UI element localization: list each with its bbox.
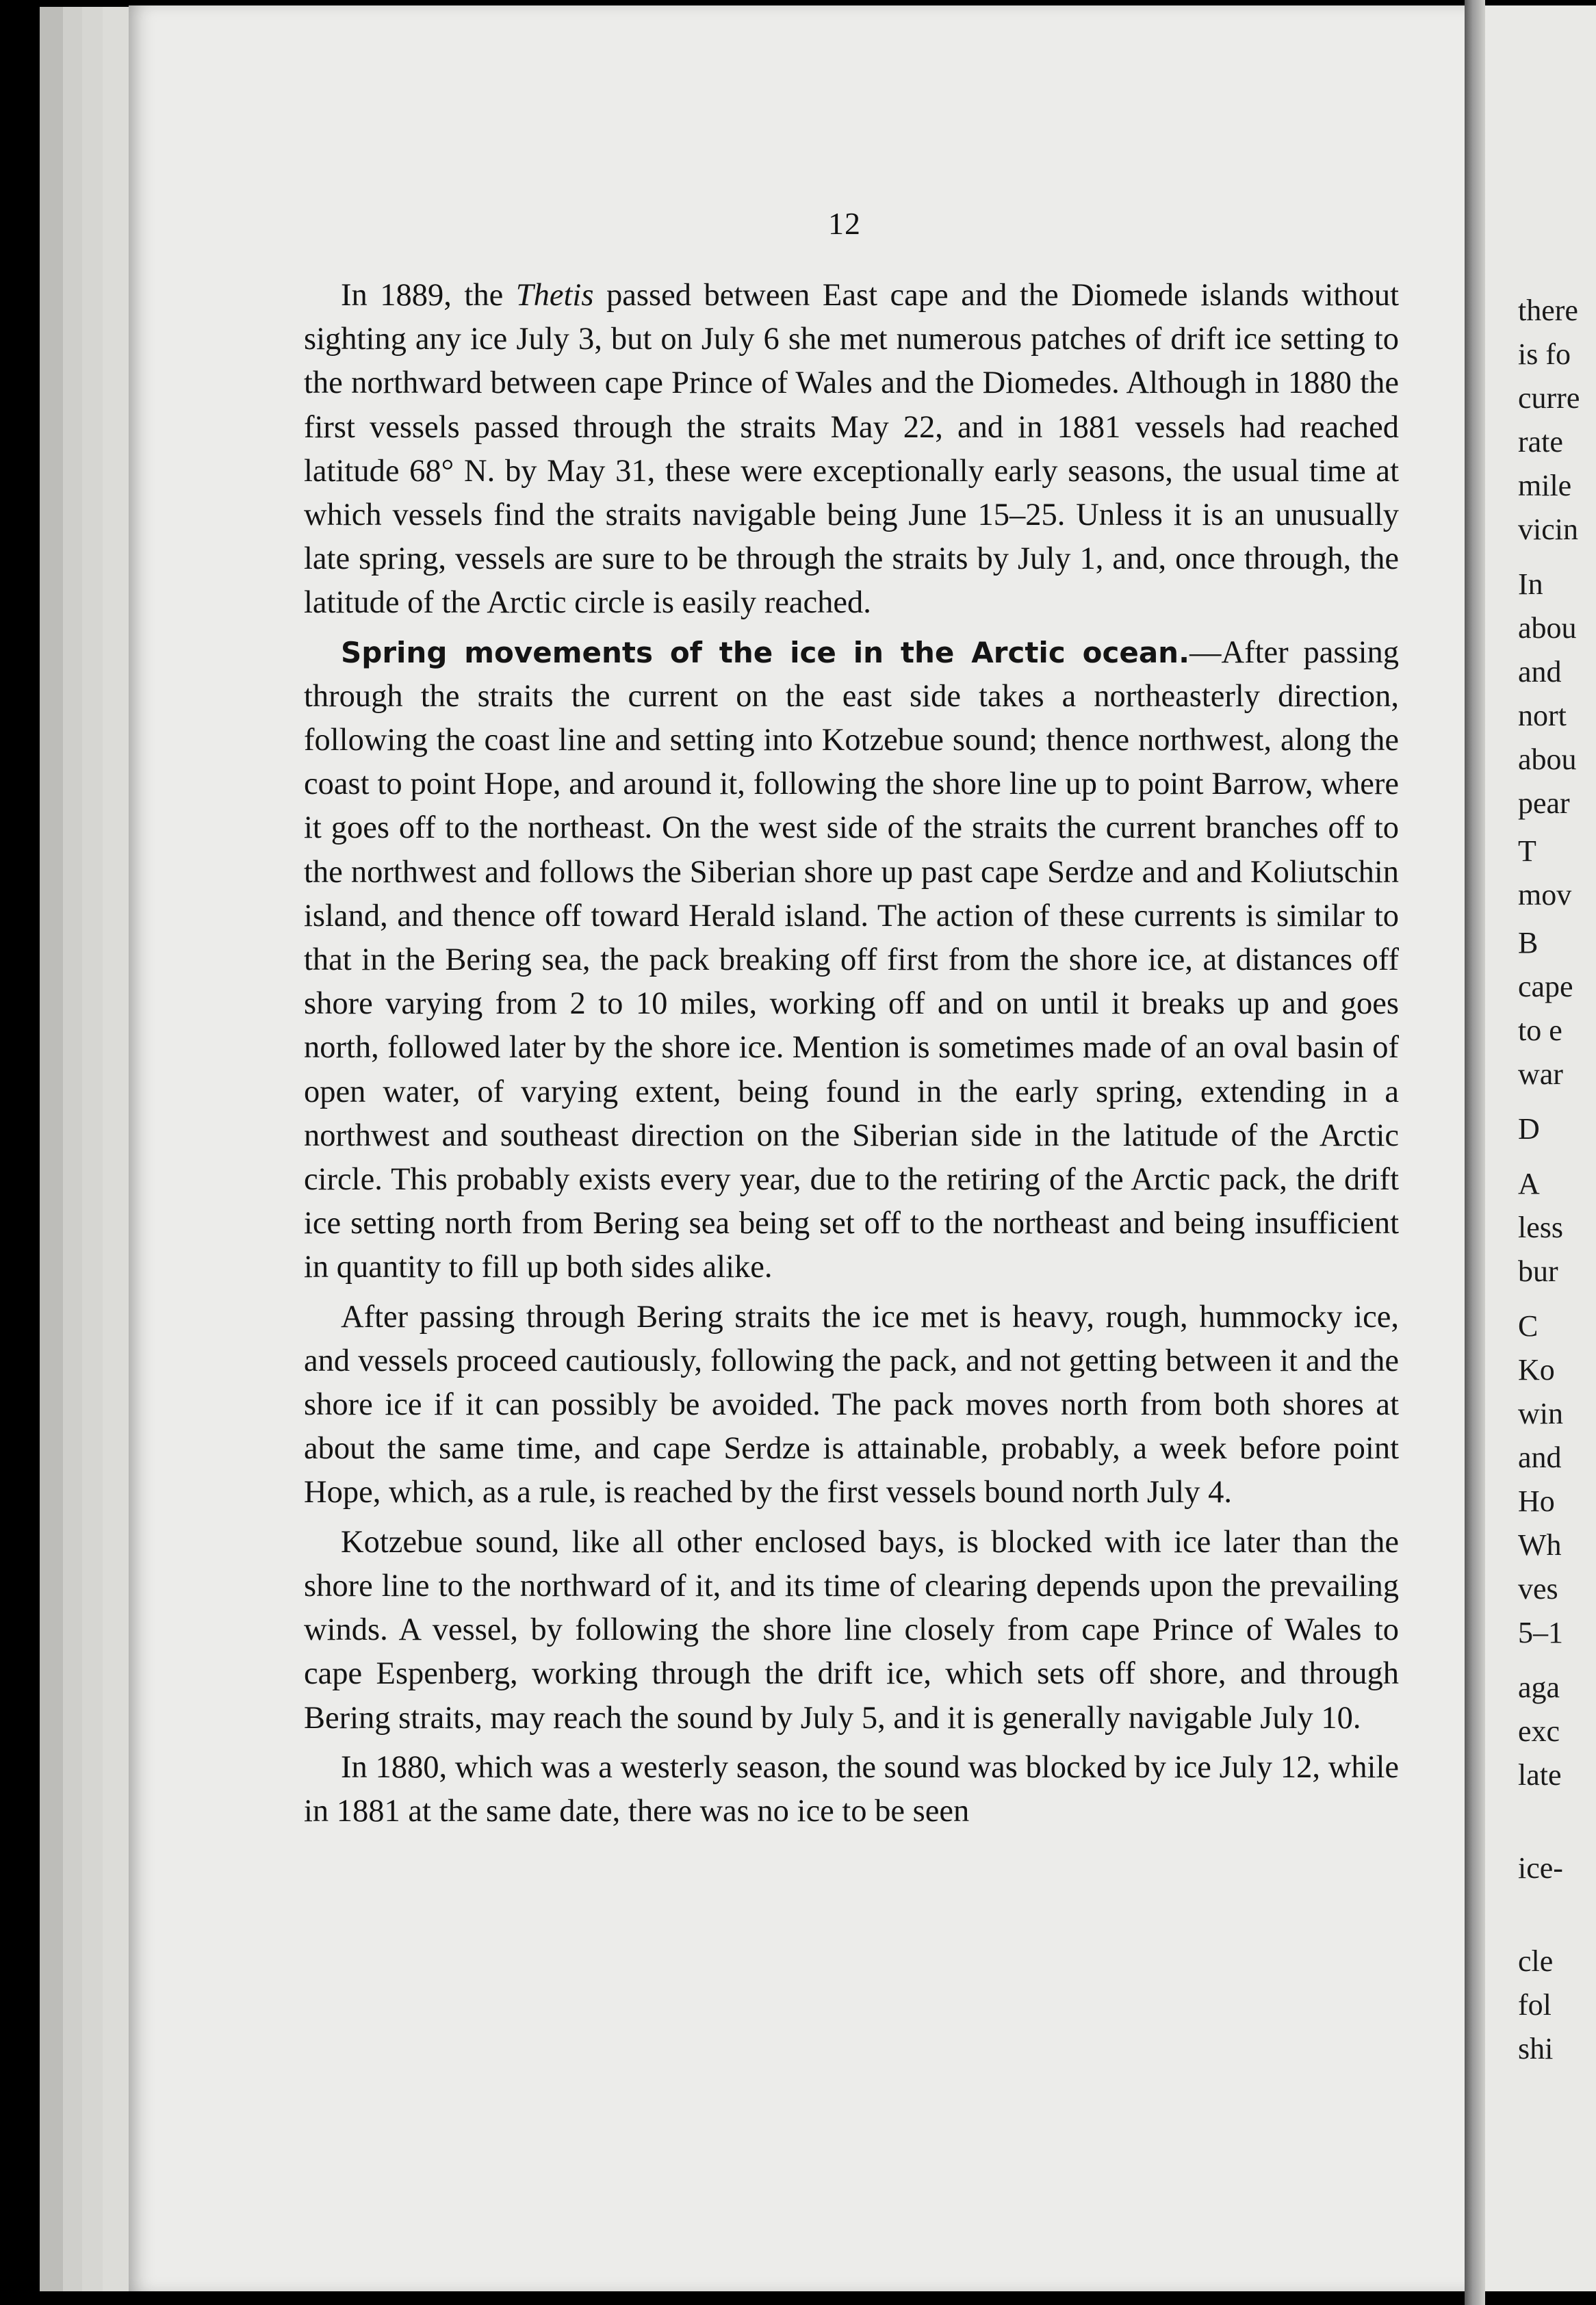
facing-page-fragment: In xyxy=(1518,567,1543,601)
paragraph-text: In 1880, which was a westerly season, the sound was blocked by ice July 12, while in 1881 at the same date, there was no ice to be seen xyxy=(304,1749,1399,1829)
book-gutter xyxy=(1465,0,1485,2305)
facing-page-fragment: curre xyxy=(1518,381,1580,415)
facing-page-fragment: B xyxy=(1518,926,1539,960)
paragraph-text: After passing through Bering straits the ice met is heavy, rough, hummocky ice, and vessels proceed cautiously, following the pack, and not getting between it and the shore ice if it can possibly be avoided. The pack moves north from both shores at about the same time, and cape Serdze is attainable, probably, a week before point Hope, which, as a rule, is reached by the first vessels bound north July 4. xyxy=(304,1299,1399,1510)
facing-page-fragment: to e xyxy=(1518,1014,1562,1047)
paragraph-text: Kotzebue sound, like all other enclosed bays, is blocked with ice later than the shore line to the northward of it, and its time of clearing depends upon the prevailing winds. A vessel, by following the shore line closely from cape Prince of Wales to cape Espenberg, working through the drift ice, which sets off shore, and through Bering straits, may reach the sound by July 5, and it is generally navigable July 10. xyxy=(304,1524,1399,1736)
facing-page-fragment: ice- xyxy=(1518,1851,1563,1885)
page-edge xyxy=(103,7,132,2291)
facing-page-fragment: mile xyxy=(1518,469,1572,502)
facing-page-fragment: and xyxy=(1518,1441,1562,1474)
facing-page-fragment: win xyxy=(1518,1397,1563,1430)
facing-page-fragment: abou xyxy=(1518,743,1577,776)
facing-page-fragment: cle xyxy=(1518,1944,1554,1978)
facing-page-fragment: fol xyxy=(1518,1988,1552,2022)
ship-name: Thetis xyxy=(515,278,594,313)
paragraph xyxy=(304,1296,1399,1515)
facing-page-fragment: aga xyxy=(1518,1671,1560,1704)
facing-page-fragment: Ko xyxy=(1518,1353,1555,1387)
facing-page-fragment: and xyxy=(1518,655,1562,688)
paragraph xyxy=(304,1746,1399,1833)
facing-page xyxy=(1485,5,1596,2291)
facing-page-fragment: war xyxy=(1518,1057,1563,1091)
facing-page-fragment: A xyxy=(1518,1167,1540,1200)
facing-page-fragment: 5–1 xyxy=(1518,1616,1563,1649)
facing-page-fragment: bur xyxy=(1518,1254,1558,1288)
facing-page-fragment: D xyxy=(1518,1112,1540,1146)
paragraph-text: passed between East cape and the Diomede islands without sighting any ice July 3, but on July 6 she met numerous patches of drift ice setting to the northward between cape Prince of Wales and the Diomedes. Although in 1880 the first vessels passed through the straits May 22, and in 1881 vessels had reached latitude 68° N. by May 31, these were exceptionally early seasons, the usual time at which vessels find the straits navigable being June 15–25. Unless it is an unusually late spring, vessels are sure to be through the straits by July 1, and, once through, the latitude of the Arctic circle is easily reached. xyxy=(304,278,1399,621)
facing-page-fragment: is fo xyxy=(1518,337,1571,371)
facing-page-fragment: late xyxy=(1518,1758,1562,1792)
facing-page-fragment: pear xyxy=(1518,786,1570,820)
body-text xyxy=(304,274,1399,1839)
facing-page-fragment: abou xyxy=(1518,611,1577,645)
facing-page-fragment: there xyxy=(1518,294,1578,327)
facing-page-fragment: vicin xyxy=(1518,513,1578,546)
facing-page-fragment: Ho xyxy=(1518,1484,1555,1518)
page-number: 12 xyxy=(828,206,861,241)
facing-page-fragment: exc xyxy=(1518,1714,1560,1748)
facing-page-fragment: rate xyxy=(1518,425,1563,459)
facing-page-fragment: Wh xyxy=(1518,1528,1562,1562)
facing-page-fragment: mov xyxy=(1518,878,1572,912)
paragraph xyxy=(304,631,1399,1290)
facing-page-fragment: nort xyxy=(1518,699,1567,732)
facing-page-fragment: shi xyxy=(1518,2032,1554,2065)
facing-page-fragment: C xyxy=(1518,1309,1539,1343)
paragraph-text: —After passing through the straits the current on the east side takes a northeasterly direction, following the coast line and setting into Kotzebue sound; thence northwest, along the coast to point Hope, and around it, following the shore line up to point Barrow, where it goes off to the northeast. On the west side of the straits the current branches off to the northwest and follows the Siberian shore up past cape Serdze and and Koliutschin island, and thence off toward Herald island. The action of these currents is similar to that in the Bering sea, the pack breaking off first from the shore ice, at distances off shore varying from 2 to 10 miles, working off and on until it breaks up and goes north, followed later by the shore ice. Mention is sometimes made of an oval basin of open water, of varying extent, being found in the early spring, extending in a northwest and southeast direction on the Siberian side in the latitude of the Arctic circle. This probably exists every year, due to the retiring of the Arctic pack, the drift ice setting north from Bering sea being set off to the northeast and being insufficient in quantity to fill up both sides alike. xyxy=(304,634,1400,1285)
paragraph xyxy=(304,274,1399,626)
facing-page-fragment: T xyxy=(1518,834,1536,868)
section-heading: Spring movements of the ice in the Arctic ocean. xyxy=(341,635,1190,669)
paragraph xyxy=(304,1521,1399,1740)
paragraph-text: In 1889, the xyxy=(341,278,516,313)
facing-page-fragment: less xyxy=(1518,1211,1563,1244)
facing-page-fragment: ves xyxy=(1518,1572,1558,1606)
facing-page-fragment: cape xyxy=(1518,970,1573,1003)
